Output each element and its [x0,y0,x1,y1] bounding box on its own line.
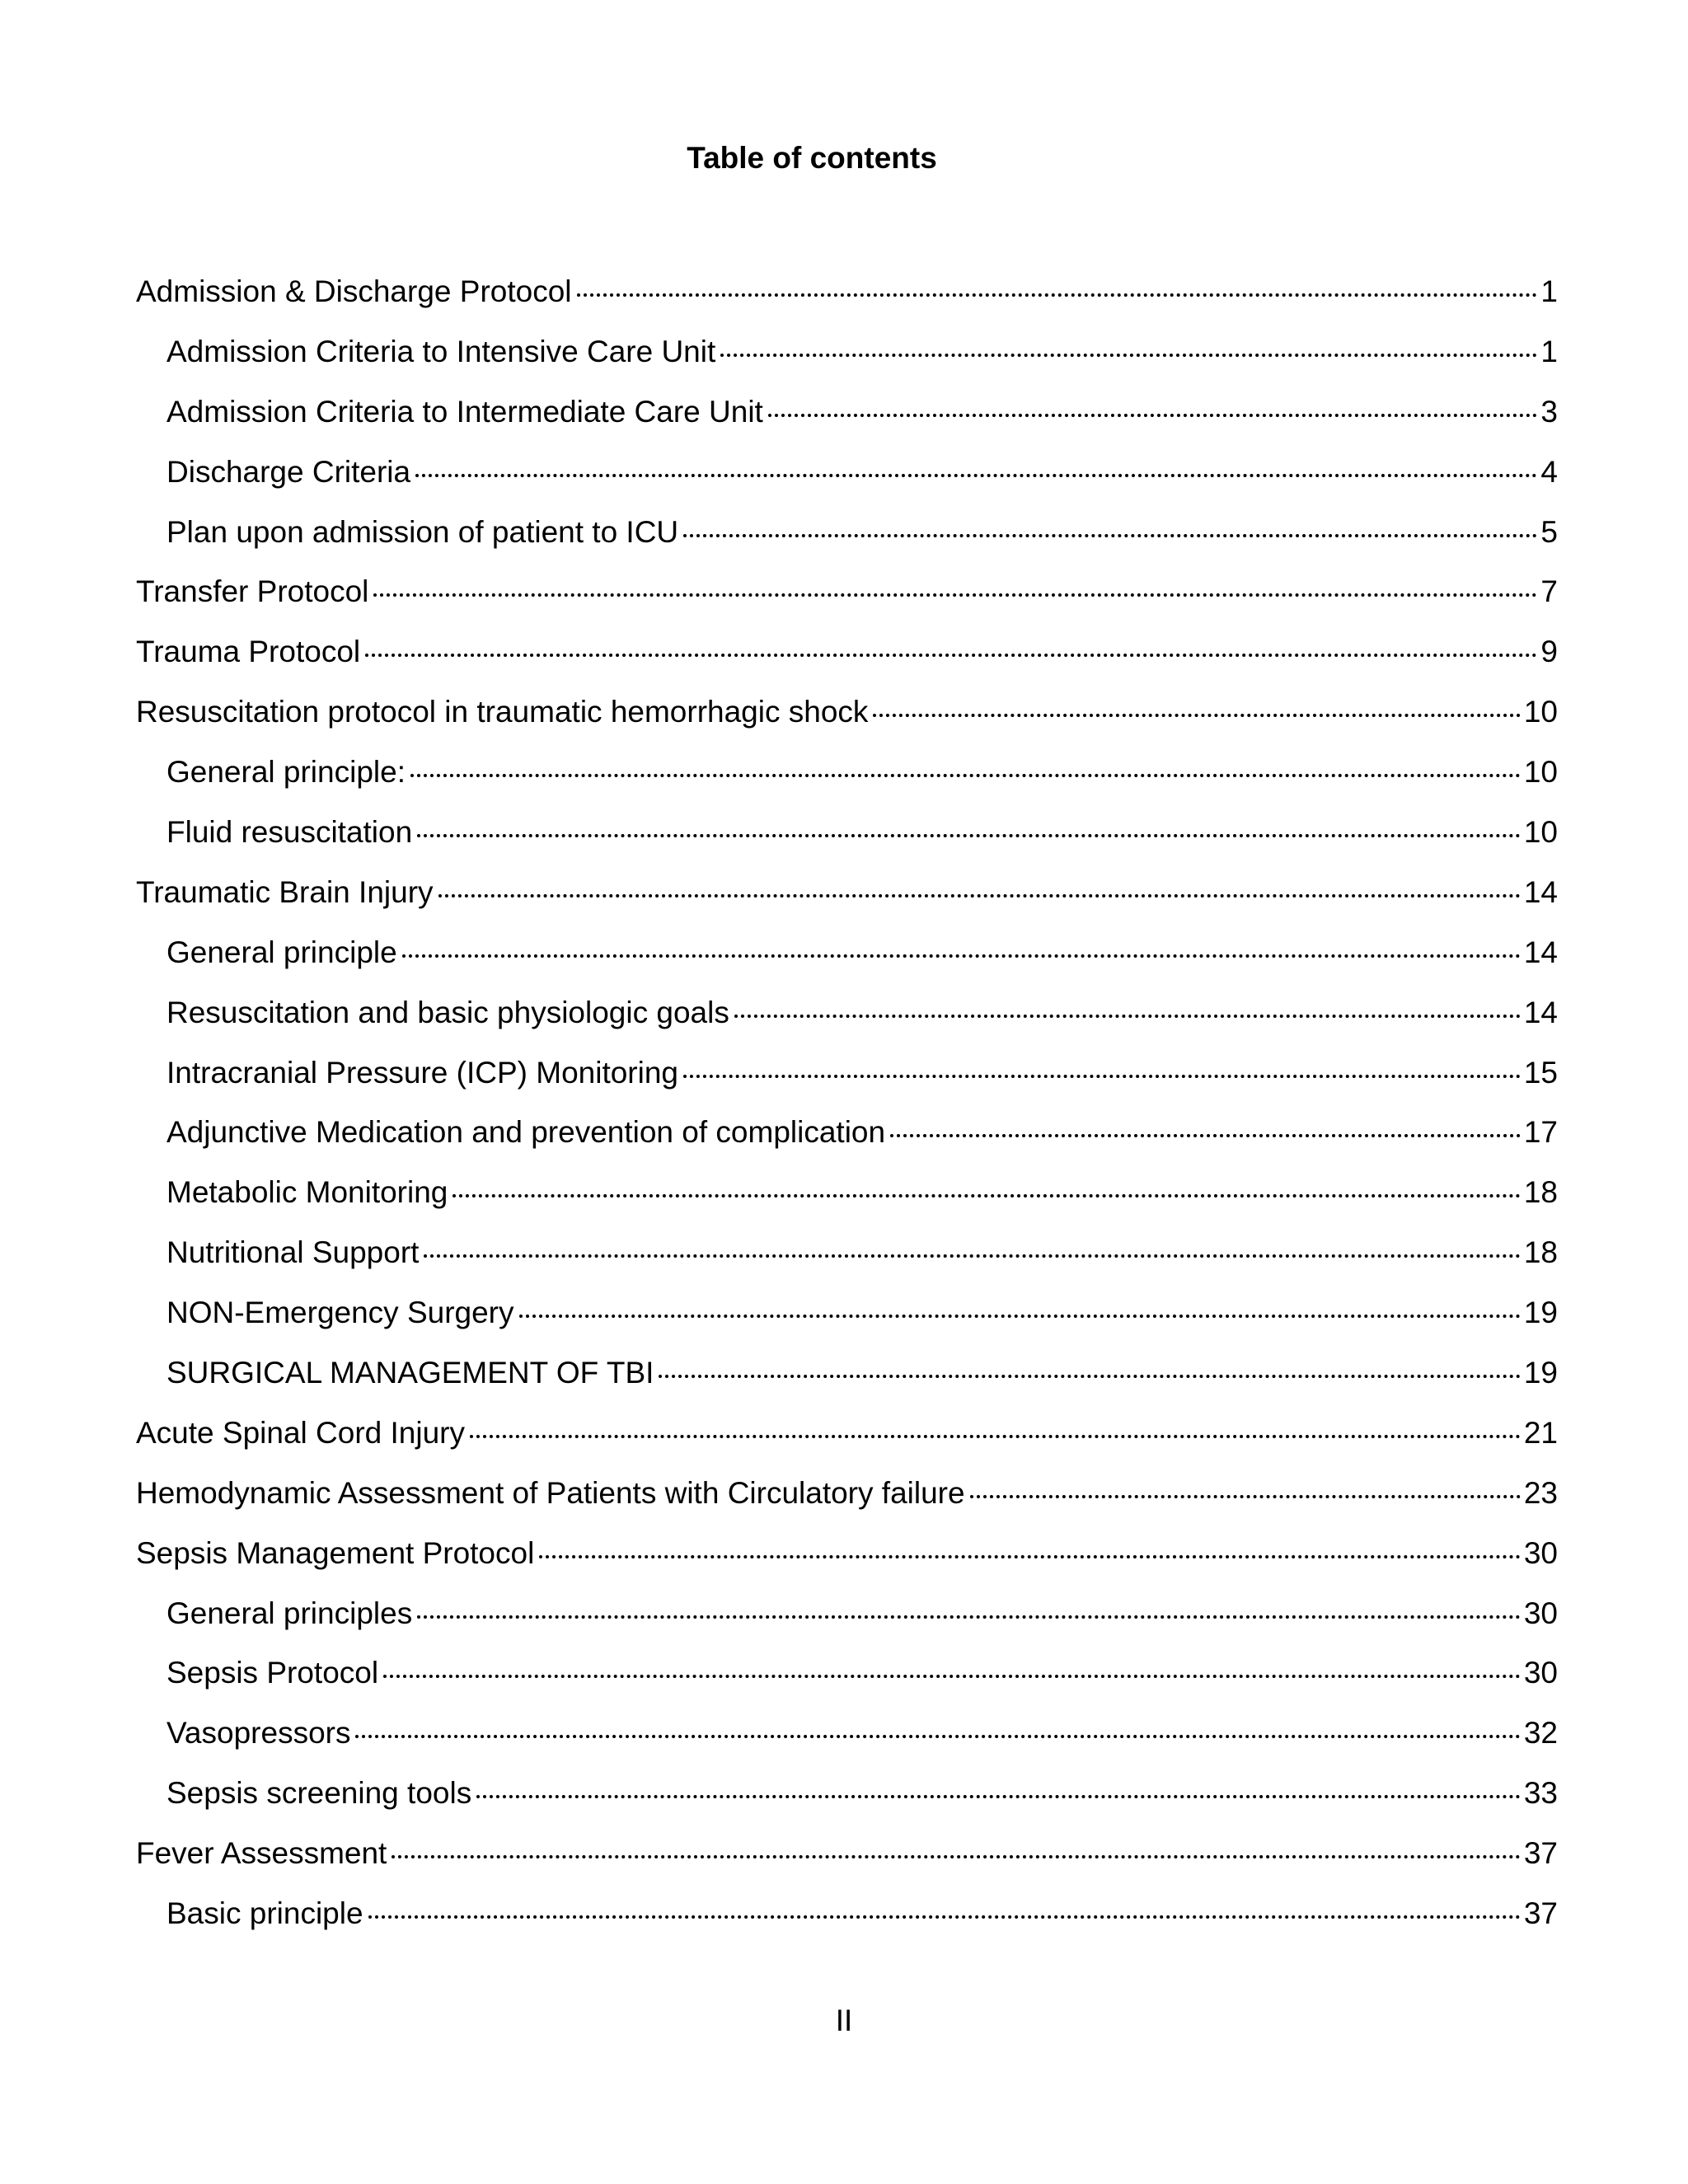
toc-entry[interactable] [136,1413,1558,1474]
toc-entry-page: 23 [1523,1475,1558,1510]
toc-entry-label: Intracranial Pressure (ICP) Monitoring [166,1055,678,1090]
toc-entry-label: Hemodynamic Assessment of Patients with Circulatory failure [136,1475,965,1510]
toc-entry-page: 10 [1523,815,1558,850]
toc-dot-leader [683,534,1537,537]
toc-dot-leader [383,1675,1521,1678]
toc-dot-leader [519,1315,1521,1318]
toc-entry[interactable] [136,392,1558,452]
toc-entry[interactable] [136,1293,1558,1353]
toc-entry[interactable] [136,1774,1558,1834]
toc-dot-leader [768,414,1538,417]
toc-entry-page: 5 [1540,514,1558,549]
toc-entry-page: 4 [1540,454,1558,489]
toc-entry-label: General principles [166,1596,413,1630]
toc-dot-leader [392,1855,1521,1858]
toc-dot-leader [476,1795,1521,1798]
toc-entry-page: 14 [1523,935,1558,969]
toc-dot-leader [417,1615,1521,1619]
toc-dot-leader [720,354,1537,357]
toc-dot-leader [402,954,1521,958]
toc-dot-leader [873,714,1520,717]
toc-entry-label: NON-Emergency Surgery [166,1296,514,1330]
toc-dot-leader [890,1134,1521,1137]
toc-dot-leader [365,654,1537,657]
toc-entry[interactable] [136,1053,1558,1113]
toc-entry[interactable] [136,513,1558,573]
toc-entry-label: Admission Criteria to Intermediate Care Unit [166,394,763,429]
toc-entry-label: Trauma Protocol [136,635,361,669]
toc-entry-page: 7 [1540,574,1558,609]
toc-entry-page: 32 [1523,1716,1558,1750]
toc-entry-label: Resuscitation and basic physiologic goals [166,995,729,1029]
toc-entry-page: 30 [1523,1596,1558,1630]
toc-dot-leader [373,593,1537,597]
toc-entry-page: 30 [1523,1656,1558,1690]
toc-entry-page: 19 [1523,1296,1558,1330]
toc-entry[interactable] [136,272,1558,332]
toc-dot-leader [734,1015,1521,1018]
toc-entry[interactable] [136,452,1558,513]
toc-entry-label: Admission & Discharge Protocol [136,274,572,308]
toc-entry-label: Discharge Criteria [166,454,411,489]
toc-dot-leader [438,894,1521,898]
toc-entry[interactable] [136,1233,1558,1293]
toc-entry-page: 1 [1540,274,1558,308]
toc-dot-leader [577,293,1538,297]
toc-entry-page: 37 [1523,1836,1558,1871]
toc-entry-page: 18 [1523,1235,1558,1270]
toc-entry[interactable] [136,1353,1558,1413]
toc-entry-page: 33 [1523,1776,1558,1811]
toc-dot-leader [683,1075,1521,1078]
toc-entry-label: Transfer Protocol [136,574,369,609]
toc-entry-page: 17 [1523,1115,1558,1150]
toc-entry[interactable] [136,813,1558,873]
toc-dot-leader [410,774,1521,777]
toc-entry-label: Sepsis Protocol [166,1656,379,1690]
toc-dot-leader [368,1915,1521,1919]
toc-entry-page: 14 [1523,874,1558,909]
toc-entry[interactable] [136,1474,1558,1534]
toc-entry-label: Sepsis screening tools [166,1776,472,1811]
toc-entry[interactable] [136,1594,1558,1654]
toc-entry-label: Basic principle [166,1896,363,1931]
toc-entry-page: 14 [1523,995,1558,1029]
page-title: Table of contents [687,141,937,175]
toc-dot-leader [659,1375,1520,1378]
toc-entry-page: 18 [1523,1175,1558,1210]
toc-entry-page: 37 [1523,1896,1558,1931]
toc-entry-page: 10 [1523,755,1558,790]
toc-entry[interactable] [136,993,1558,1053]
toc-dot-leader [539,1555,1521,1558]
toc-entry-label: Vasopressors [166,1716,351,1750]
toc-dot-leader [417,834,1521,837]
toc-entry-label: Adjunctive Medication and prevention of complication [166,1115,886,1150]
toc-entry[interactable] [136,1113,1558,1173]
toc-entry[interactable] [136,1834,1558,1894]
toc-entry[interactable] [136,752,1558,813]
toc-entry[interactable] [136,692,1558,752]
toc-entry-label: Nutritional Support [166,1235,420,1270]
toc-entry-page: 9 [1540,635,1558,669]
toc-list [136,272,1558,1954]
toc-entry-label: SURGICAL MANAGEMENT OF TBI [166,1356,654,1390]
toc-entry-page: 15 [1523,1055,1558,1090]
page-number: II [835,2004,853,2037]
toc-entry-page: 10 [1523,695,1558,729]
toc-entry[interactable] [136,873,1558,933]
toc-entry[interactable] [136,632,1558,692]
toc-entry-page: 21 [1523,1415,1558,1450]
toc-entry-label: General principle [166,935,397,969]
toc-entry[interactable] [136,572,1558,632]
toc-dot-leader [970,1495,1521,1498]
toc-entry-page: 30 [1523,1535,1558,1570]
toc-entry[interactable] [136,1713,1558,1774]
toc-entry[interactable] [136,1534,1558,1594]
toc-entry-page: 19 [1523,1356,1558,1390]
toc-entry-page: 3 [1540,394,1558,429]
toc-entry-label: Plan upon admission of patient to ICU [166,514,679,549]
toc-dot-leader [355,1735,1520,1738]
toc-entry[interactable] [136,1894,1558,1954]
toc-entry-label: Metabolic Monitoring [166,1175,448,1210]
toc-entry-page: 1 [1540,334,1558,368]
toc-entry-label: Fever Assessment [136,1836,387,1871]
toc-entry-label: Admission Criteria to Intensive Care Unit [166,334,716,368]
toc-dot-leader [470,1435,1521,1438]
toc-dot-leader [424,1254,1520,1258]
toc-entry-label: Fluid resuscitation [166,815,413,850]
toc-dot-leader [452,1194,1520,1197]
toc-entry[interactable] [136,933,1558,993]
toc-entry[interactable] [136,332,1558,392]
toc-entry[interactable] [136,1173,1558,1233]
toc-entry-label: Traumatic Brain Injury [136,874,434,909]
toc-entry-label: General principle: [166,755,406,790]
toc-entry[interactable] [136,1653,1558,1713]
toc-entry-label: Resuscitation protocol in traumatic hemorrhagic shock [136,695,869,729]
toc-dot-leader [415,474,1537,477]
toc-entry-label: Sepsis Management Protocol [136,1535,535,1570]
toc-entry-label: Acute Spinal Cord Injury [136,1415,465,1450]
